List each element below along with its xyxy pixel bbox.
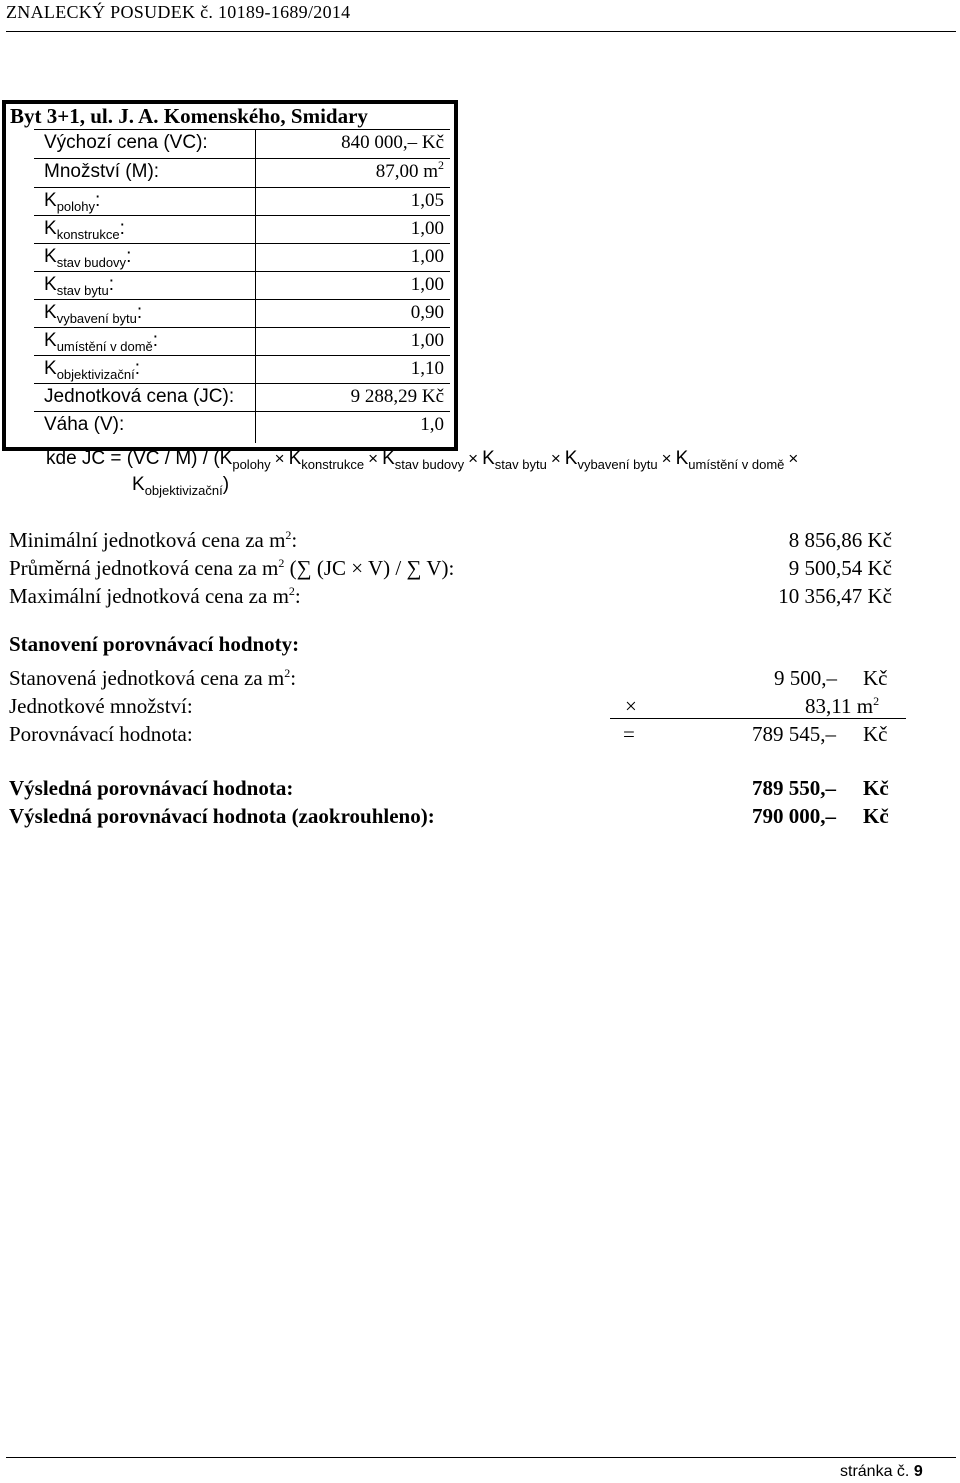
determination-heading: Stanovení porovnávací hodnoty: xyxy=(9,632,300,656)
k-objectivization-label: $K_{objektivizační}$: xyxy=(44,358,141,382)
box-row-quantity xyxy=(34,158,450,187)
box-row-weight xyxy=(34,411,450,444)
k-objectivization-value: 1,10 xyxy=(410,358,444,379)
k-placement-label: $K_{umístění v domě}$: xyxy=(44,330,159,354)
box-row-unit-price xyxy=(34,383,450,412)
result-label: Výsledná porovnávací hodnota: xyxy=(9,776,294,800)
unit-quantity-label: Jednotkové množství: xyxy=(9,694,193,718)
max-unit-price-value: 10 356,47 Kč xyxy=(778,584,892,608)
result-rounded-currency: Kč xyxy=(863,804,889,828)
comparative-value-currency: Kč xyxy=(863,722,888,746)
result-rounded-label: Výsledná porovnávací hodnota (zaokrouhleno): xyxy=(9,804,435,828)
k-equipment-value: 0,90 xyxy=(410,302,444,323)
k-location-label: $K_{polohy}$: xyxy=(44,190,101,214)
box-row-k-construction xyxy=(34,215,450,244)
set-unit-price-label: Stanovená jednotková cena za $m^2$: xyxy=(9,666,297,690)
property-title: Byt 3+1, ul. J. A. Komenského, Smidary xyxy=(10,104,368,128)
header-rule xyxy=(6,31,956,32)
k-flat-state-value: 1,00 xyxy=(410,274,444,295)
formula-line-2: $K_{objektivizační}$) xyxy=(132,474,230,498)
avg-unit-price-label: Průměrná jednotková cena za $m^2$ (∑ (JC × V) / ∑ V): xyxy=(9,556,455,580)
formula-line-1: kde JC = $(VC / M) / (K_{polohy} \times K_{konstrukce} \times K_{stav budovy} \times K_{stav bytu} \times K_{vybavení bytu} \times K_{umístění v domě}$ × xyxy=(46,448,799,472)
report-header-title: ZNALECKÝ POSUDEK č. 10189-1689/2014 xyxy=(6,2,351,22)
equals-operator: = xyxy=(623,722,635,746)
k-building-state-value: 1,00 xyxy=(410,246,444,267)
set-unit-price-currency: Kč xyxy=(863,666,888,690)
comparative-value: 789 545,– xyxy=(752,722,836,746)
k-building-state-label: $K_{stav budovy}$: xyxy=(44,246,132,270)
result-currency: Kč xyxy=(863,776,889,800)
k-placement-value: 1,00 xyxy=(410,330,444,351)
box-row-k-flat-state xyxy=(34,271,450,300)
result-value: 789 550,– xyxy=(752,776,836,800)
box-row-k-location xyxy=(34,187,450,216)
box-row-k-building-state xyxy=(34,243,450,272)
quantity-value: 87,00 $m^2$ xyxy=(375,158,444,182)
k-construction-label: $K_{konstrukce}$: xyxy=(44,218,125,242)
box-row-initial-price xyxy=(34,129,450,158)
unit-quantity-value: 83,11 $m^2$ xyxy=(805,694,880,718)
multiply-operator: × xyxy=(625,694,637,718)
quantity-label: Množství (M): xyxy=(44,161,160,182)
initial-price-label: Výchozí cena (VC): xyxy=(44,132,208,153)
sum-rule xyxy=(610,718,906,719)
page-number: stránka č. 9 xyxy=(840,1463,923,1480)
unit-price-label: Jednotková cena (JC): xyxy=(44,386,235,407)
min-unit-price-value: 8 856,86 Kč xyxy=(788,528,892,552)
box-row-k-placement xyxy=(34,327,450,356)
min-unit-price-label: Minimální jednotková cena za $m^2$: xyxy=(9,528,298,552)
avg-unit-price-value: 9 500,54 Kč xyxy=(788,556,892,580)
k-construction-value: 1,00 xyxy=(410,218,444,239)
result-rounded-value: 790 000,– xyxy=(752,804,836,828)
initial-price-value: 840 000,– Kč xyxy=(341,132,444,153)
weight-label: Váha (V): xyxy=(44,414,125,435)
max-unit-price-label: Maximální jednotková cena za $m^2$: xyxy=(9,584,301,608)
footer-rule xyxy=(6,1457,956,1458)
comparative-value-label: Porovnávací hodnota: xyxy=(9,722,193,746)
k-equipment-label: $K_{vybavení bytu}$: xyxy=(44,302,143,326)
weight-value: 1,0 xyxy=(420,414,444,435)
k-flat-state-label: $K_{stav bytu}$: xyxy=(44,274,114,298)
unit-price-value: 9 288,29 Kč xyxy=(350,386,444,407)
k-location-value: 1,05 xyxy=(410,190,444,211)
set-unit-price-value: 9 500,– xyxy=(774,666,837,690)
box-row-k-objectivization xyxy=(34,355,450,384)
box-row-k-equipment xyxy=(34,299,450,328)
